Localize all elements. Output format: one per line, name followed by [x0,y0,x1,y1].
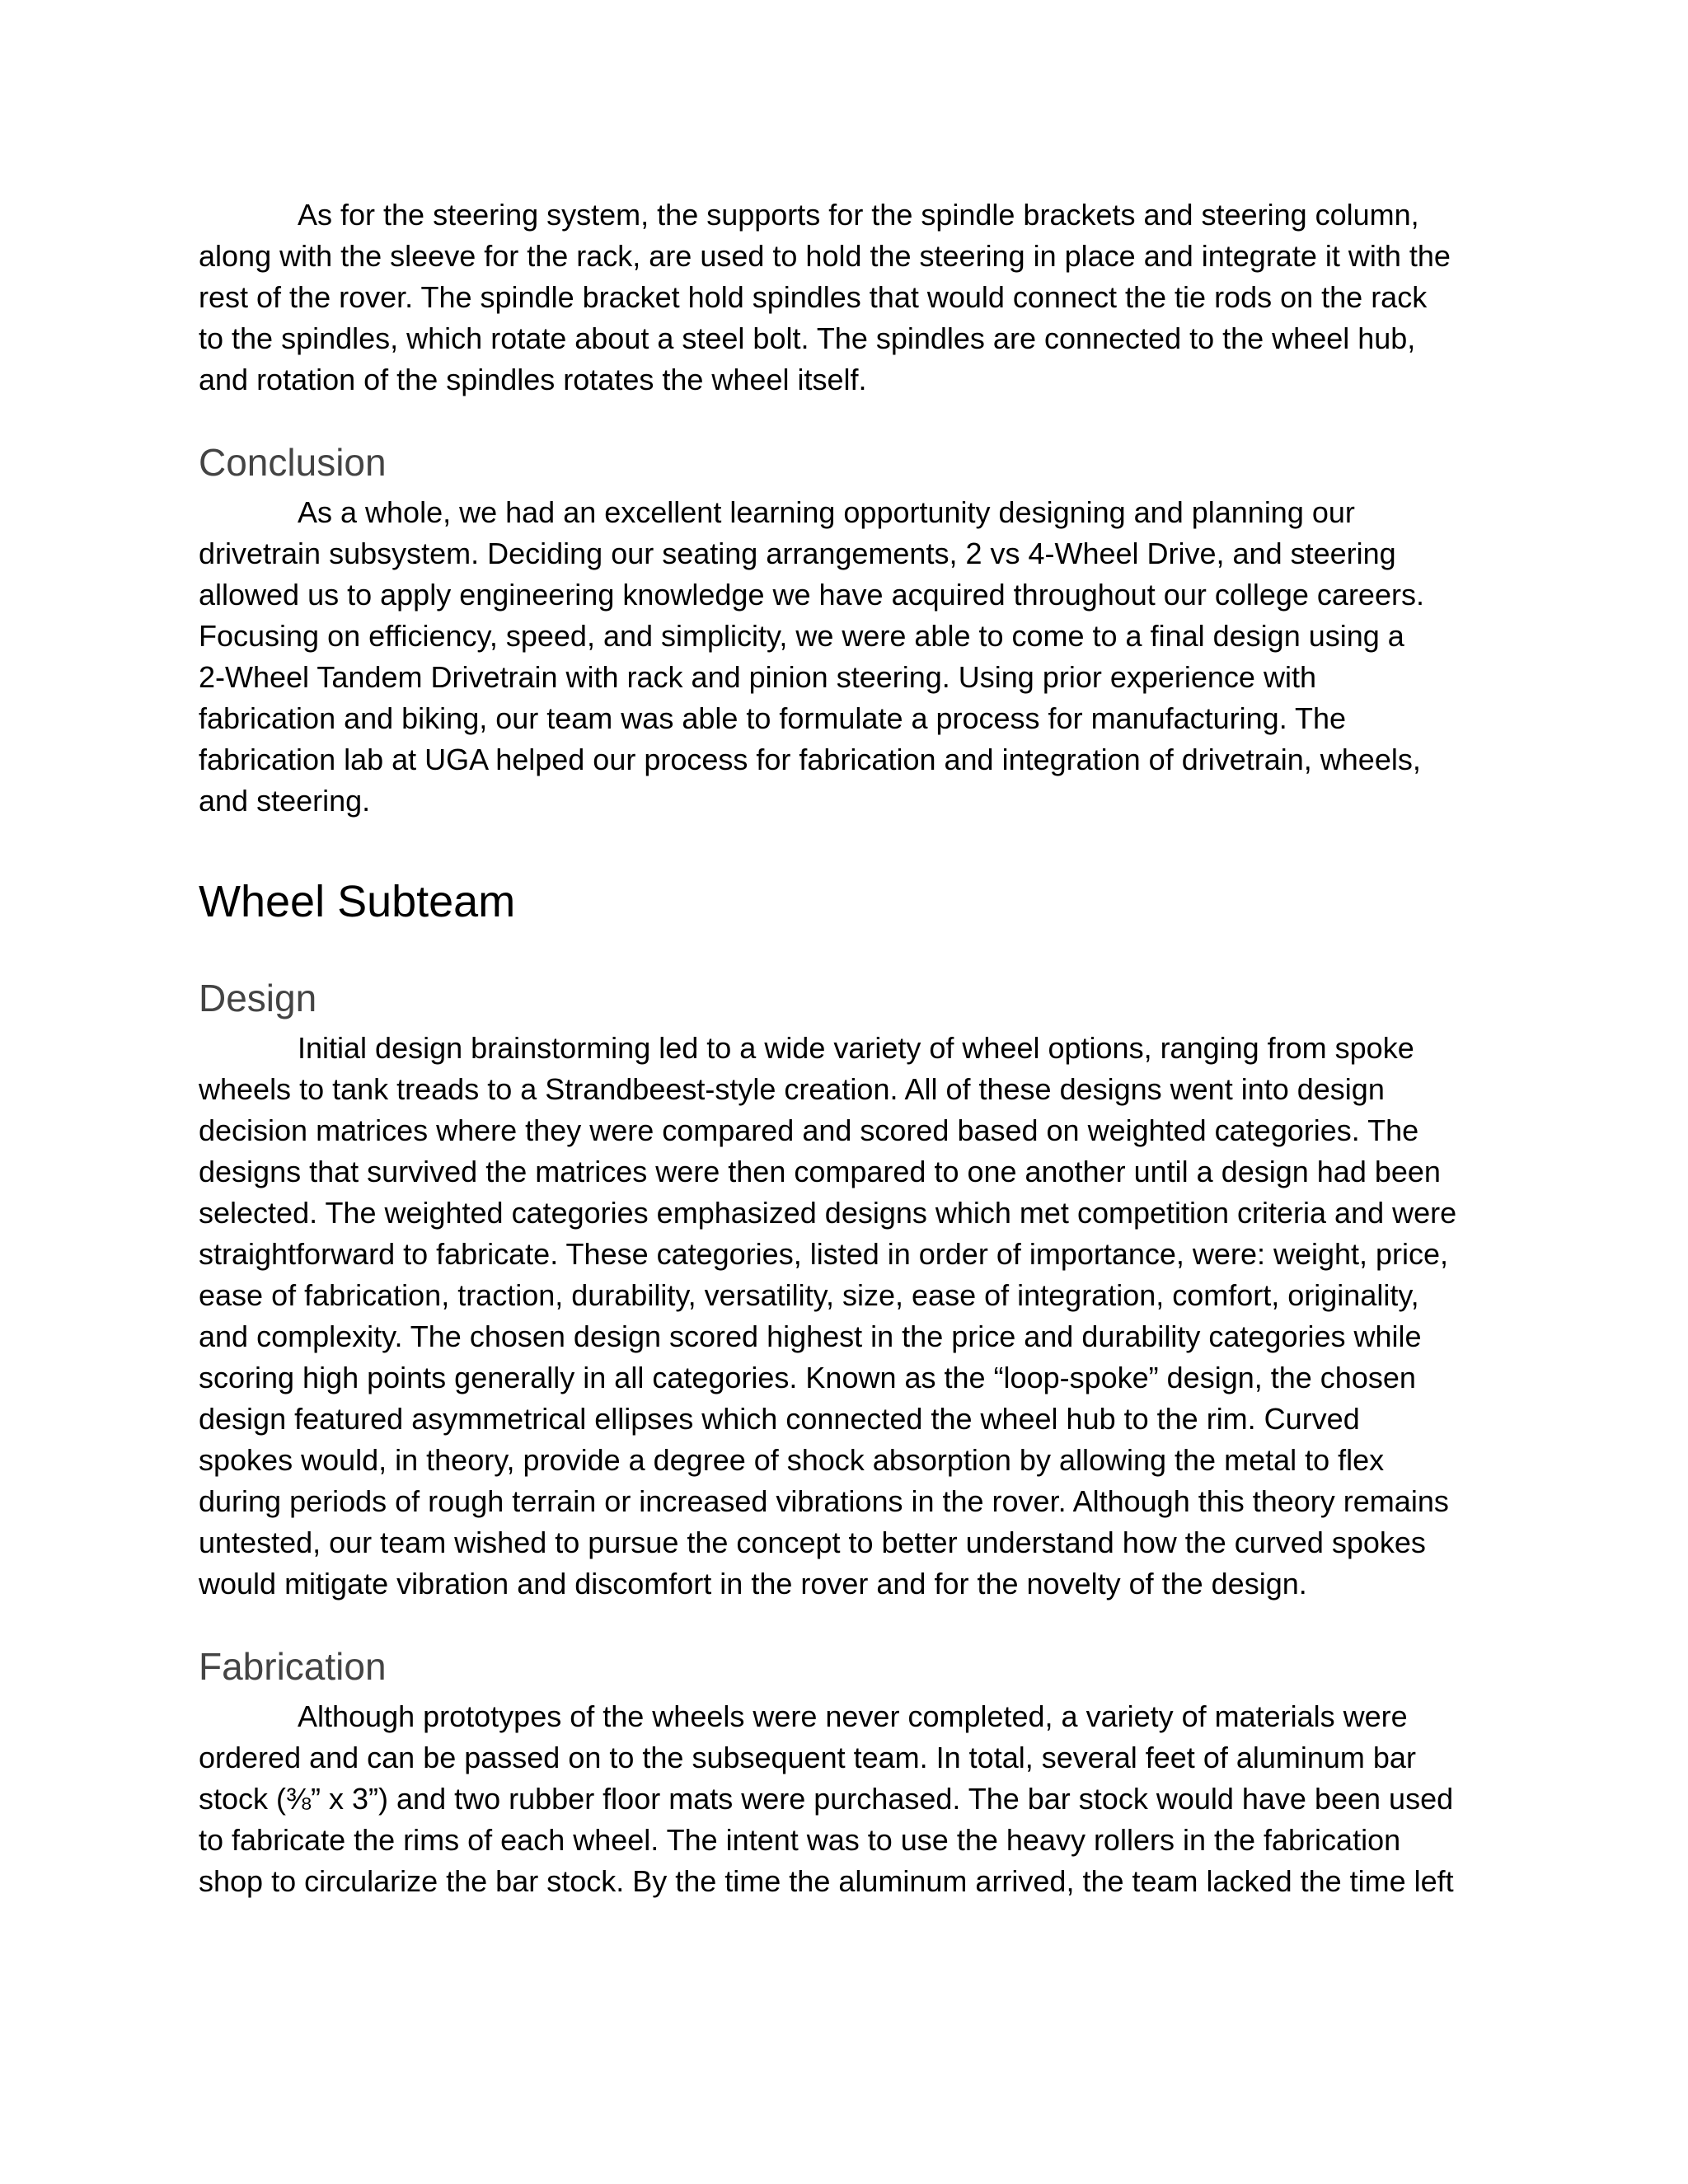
document-page [199,194,1517,1902]
conclusion-heading: Conclusion [199,441,387,484]
steering-paragraph: As for the steering system, the supports for the spindle brackets and steering column, along with the sleeve for the rack, are used to hold the steering in place and integrate it with the rest of the rover. The spindle bracket hold spindles that would connect the tie rods on the rack to the spindles, which rotate about a steel bolt. The spindles are connected to the wheel hub, and rotation of the spindles rotates the wheel itself. [199,198,1451,396]
fabrication-paragraph: Although prototypes of the wheels were never completed, a variety of materials were ordered and can be passed on to the subsequent team. In total, several feet of aluminum bar stock (⅜” x 3”) and two rubber floor mats were purchased. The bar stock would have been used to fabricate the rims of each wheel. The intent was to use the heavy rollers in the fabrication shop to circularize the bar stock. By the time the aluminum arrived, the team lacked the time left [199,1699,1454,1898]
design-heading: Design [199,977,317,1019]
fabrication-heading: Fabrication [199,1645,387,1688]
conclusion-paragraph: As a whole, we had an excellent learning opportunity designing and planning our drivetrain subsystem. Deciding our seating arrangements, 2 vs 4-Wheel Drive, and steering allowed us to apply engineering knowledge we have acquired throughout our college careers. Focusing on efficiency, speed, and simplicity, we were able to come to a final design using a 2-Wheel Tandem Drivetrain with rack and pinion steering. Using prior experience with fabrication and biking, our team was able to formulate a process for manufacturing. The fabrication lab at UGA helped our process for fabrication and integration of drivetrain, wheels, and steering. [199,495,1424,818]
design-paragraph: Initial design brainstorming led to a wide variety of wheel options, ranging from spoke wheels to tank treads to a Strandbeest-style creation. All of these designs went into design decision matrices where they were compared and scored based on weighted categories. The designs that survived the matrices were then compared to one another until a design had been selected. The weighted categories emphasized designs which met competition criteria and were straightforward to fabricate. These categories, listed in order of importance, were: weight, price, ease of fabrication, traction, durability, versatility, size, ease of integration, comfort, originality, and complexity. The chosen design scored highest in the price and durability categories while scoring high points generally in all categories. Known as the “loop-spoke” design, the chosen design featured asymmetrical ellipses which connected the wheel hub to the rim. Curved spokes would, in theory, provide a degree of shock absorption by allowing the metal to flex during periods of rough terrain or increased vibrations in the rover. Although this theory remains untested, our team wished to pursue the concept to better understand how the curved spokes would mitigate vibration and discomfort in the rover and for the novelty of the design. [199,1031,1457,1601]
wheel-subteam-heading: Wheel Subteam [199,877,516,926]
